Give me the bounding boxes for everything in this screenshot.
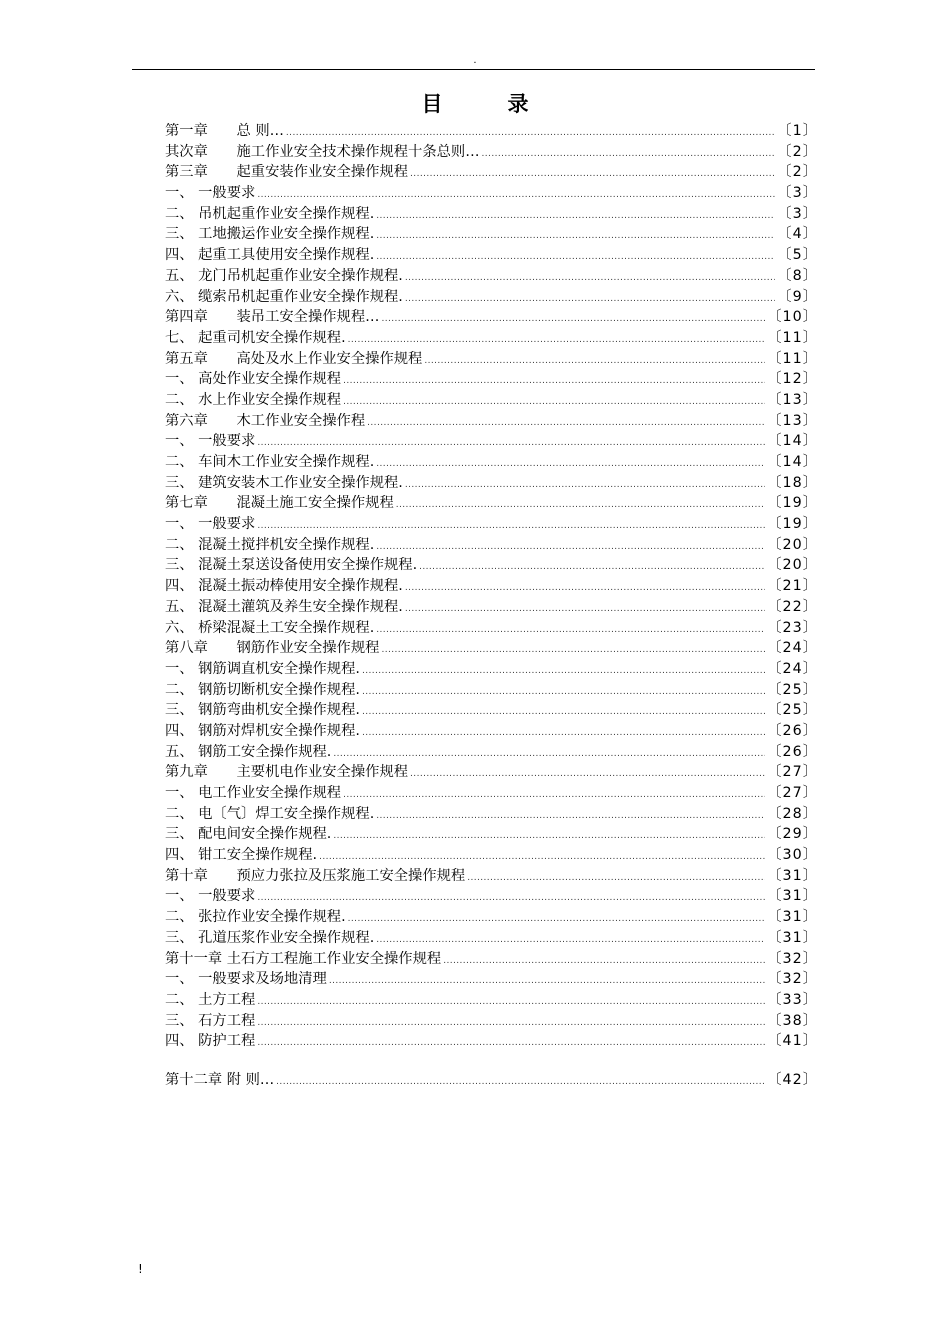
toc-entry-page: 〔11〕: [767, 350, 818, 367]
toc-leader-dots: [376, 930, 765, 951]
toc-entry-label: 一、 高处作业安全操作规程: [165, 371, 342, 388]
toc-leader-dots: [257, 888, 765, 909]
toc-entry-label: 一、 电工作业安全操作规程: [165, 785, 342, 801]
toc-entry[interactable]: [165, 121, 818, 142]
page-title: 目 录: [421, 92, 551, 116]
toc-entry-label: 三、 孔道压浆作业安全操作规程.: [165, 929, 375, 946]
toc-entry[interactable]: [165, 783, 818, 804]
toc-entry[interactable]: [165, 824, 818, 845]
toc-entry-label: 二、 吊机起重作业安全操作规程.: [165, 205, 375, 222]
toc-leader-dots: [396, 495, 765, 516]
toc-entry-label: 第三章 起重安装作业安全操作规程: [165, 164, 409, 181]
toc-entry-page: 〔20〕: [767, 536, 818, 553]
toc-entry[interactable]: [165, 452, 818, 473]
toc-entry-page: 〔19〕: [767, 495, 818, 512]
toc-leader-dots: [376, 806, 765, 827]
toc-entry-label: 二、 土方工程: [165, 991, 256, 1008]
toc-entry[interactable]: [165, 721, 818, 742]
toc-entry-page: 〔12〕: [767, 371, 818, 388]
toc-entry[interactable]: [165, 804, 818, 825]
header-mark: .: [473, 55, 477, 66]
toc-entry-page: 〔28〕: [767, 805, 818, 822]
toc-entry-page: 〔31〕: [767, 909, 818, 926]
toc-entry-label: 二、 水上作业安全操作规程: [165, 391, 342, 408]
toc-leader-dots: [257, 185, 775, 206]
toc-entry-page: 〔2〕: [777, 164, 818, 181]
toc-entry-page: 〔20〕: [767, 557, 818, 574]
toc-entry-page: 〔33〕: [767, 991, 818, 1008]
toc-entry-label: 五、 龙门吊机起重作业安全操作规程.: [165, 267, 403, 284]
toc-leader-dots: [276, 1072, 765, 1093]
toc-entry-page: 〔23〕: [767, 619, 818, 636]
toc-entry[interactable]: [165, 245, 818, 266]
toc-entry[interactable]: [165, 845, 818, 866]
toc-entry-label: 其次章 施工作业安全技术操作规程十条总则…: [165, 143, 480, 160]
toc-entry-page: 〔8〕: [777, 267, 818, 284]
toc-entry[interactable]: [165, 742, 818, 763]
toc-entry[interactable]: [165, 349, 818, 370]
toc-entry[interactable]: [165, 514, 818, 535]
toc-leader-dots: [257, 1033, 765, 1054]
toc-entry[interactable]: [165, 762, 818, 783]
toc-leader-dots: [257, 1013, 765, 1034]
toc-leader-dots: [362, 723, 765, 744]
toc-entry-page: 〔13〕: [767, 412, 818, 429]
toc-leader-dots: [343, 785, 765, 806]
toc-entry-page: 〔1〕: [777, 123, 818, 139]
toc-entry[interactable]: [165, 1031, 818, 1052]
toc-entry-label: 三、 石方工程: [165, 1012, 256, 1029]
toc-leader-dots: [424, 351, 765, 372]
toc-entry[interactable]: [165, 162, 818, 183]
toc-leader-dots: [443, 951, 765, 972]
toc-entry-label: 一、 一般要求: [165, 185, 256, 202]
toc-entry-label: 二、 张拉作业安全操作规程.: [165, 909, 346, 926]
toc-leader-dots: [405, 268, 775, 289]
toc-entry[interactable]: [165, 969, 818, 990]
toc-entry-page: 〔11〕: [767, 329, 818, 346]
toc-entry-page: 〔24〕: [767, 660, 818, 677]
toc-entry[interactable]: [165, 886, 818, 907]
toc-leader-dots: [319, 847, 765, 868]
toc-entry-page: 〔18〕: [767, 474, 818, 491]
toc-leader-dots: [376, 247, 775, 268]
toc-entry-page: 〔30〕: [767, 847, 818, 864]
toc-entry-label: 四、 起重工具使用安全操作规程.: [165, 247, 375, 264]
toc-entry-page: 〔3〕: [777, 205, 818, 222]
toc-entry-label: 二、 车间木工作业安全操作规程.: [165, 454, 375, 470]
toc-leader-dots: [419, 557, 765, 578]
toc-entry[interactable]: [165, 390, 818, 411]
toc-leader-dots: [376, 620, 765, 641]
toc-entry[interactable]: [165, 866, 818, 887]
toc-leader-dots: [333, 826, 765, 847]
toc-entry[interactable]: [165, 638, 818, 659]
toc-entry-page: 〔32〕: [767, 971, 818, 988]
toc-entry-page: 〔14〕: [767, 454, 818, 470]
toc-entry-label: 一、 一般要求及场地清理: [165, 971, 327, 988]
toc-entry-page: 〔10〕: [767, 309, 818, 326]
toc-entry[interactable]: [165, 700, 818, 721]
toc-entry-label: 第十一章 土石方工程施工作业安全操作规程: [165, 950, 442, 967]
toc-entry[interactable]: [165, 142, 818, 163]
toc-entry[interactable]: [165, 431, 818, 452]
toc-entry-page: 〔14〕: [767, 433, 818, 450]
toc-entry-label: 三、 工地搬运作业安全操作规程.: [165, 226, 375, 243]
toc-entry[interactable]: [165, 618, 818, 639]
toc-entry-page: 〔38〕: [767, 1012, 818, 1029]
toc-leader-dots: [376, 226, 775, 247]
toc-leader-dots: [362, 702, 765, 723]
toc-entry[interactable]: [165, 907, 818, 928]
toc-leader-dots: [381, 640, 765, 661]
toc-entry-label: 第八章 钢筋作业安全操作规程: [165, 640, 380, 657]
toc-entry-label: 四、 钢筋对焊机安全操作规程.: [165, 722, 360, 739]
toc-leader-dots: [405, 578, 765, 599]
toc-leader-dots: [410, 164, 775, 185]
toc-leader-dots: [257, 992, 765, 1013]
toc-entry-label: 三、 建筑安装木工作业安全操作规程.: [165, 474, 403, 491]
toc-leader-dots: [410, 764, 765, 785]
toc-entry[interactable]: [165, 328, 818, 349]
toc-entry-label: 第九章 主要机电作业安全操作规程: [165, 764, 409, 781]
toc-leader-dots: [348, 330, 766, 351]
toc-entry-label: 一、 一般要求: [165, 888, 256, 905]
toc-entry-page: 〔27〕: [767, 785, 818, 801]
toc-entry[interactable]: [165, 949, 818, 970]
toc-leader-dots: [329, 971, 765, 992]
toc-entry-label: 第七章 混凝土施工安全操作规程: [165, 495, 394, 512]
toc-entry-page: 〔41〕: [767, 1033, 818, 1050]
toc-entry-label: 一、 一般要求: [165, 433, 256, 450]
toc-leader-dots: [405, 289, 775, 310]
toc-leader-dots: [343, 392, 765, 413]
toc-entry-label: 七、 起重司机安全操作规程.: [165, 329, 346, 346]
toc-entry[interactable]: [165, 555, 818, 576]
toc-leader-dots: [381, 309, 765, 330]
toc-entry-label: 三、 钢筋弯曲机安全操作规程.: [165, 702, 360, 719]
toc-entry-label: 五、 钢筋工安全操作规程.: [165, 743, 332, 760]
toc-entry[interactable]: [165, 287, 818, 308]
toc-entry-page: 〔27〕: [767, 764, 818, 781]
toc-entry[interactable]: [165, 680, 818, 701]
toc-entry-label: 一、 钢筋调直机安全操作规程.: [165, 660, 360, 677]
toc-entry-page: 〔4〕: [777, 226, 818, 243]
toc-entry[interactable]: [165, 990, 818, 1011]
toc-entry[interactable]: [165, 369, 818, 390]
toc-entry-page: 〔5〕: [777, 247, 818, 264]
toc-entry-page: 〔31〕: [767, 929, 818, 946]
toc-entry-page: 〔21〕: [767, 578, 818, 595]
toc-entry-page: 〔24〕: [767, 640, 818, 657]
toc-entry-page: 〔26〕: [767, 722, 818, 739]
toc-entry-page: 〔42〕: [767, 1071, 818, 1088]
toc-leader-dots: [376, 454, 765, 475]
toc-entry-page: 〔26〕: [767, 743, 818, 760]
footer-mark: !: [138, 1262, 143, 1276]
toc-entry-page: 〔31〕: [767, 867, 818, 884]
toc-leader-dots: [405, 599, 765, 620]
toc-entry-page: 〔31〕: [767, 888, 818, 905]
toc-entry[interactable]: [165, 224, 818, 245]
toc-entry-page: 〔25〕: [767, 681, 818, 698]
toc-entry[interactable]: [165, 204, 818, 225]
toc-entry-label: 第十二章 附 则…: [165, 1071, 275, 1088]
toc-entry-page: 〔22〕: [767, 598, 818, 615]
toc-entry-label: 第四章 装吊工安全操作规程…: [165, 309, 380, 326]
toc-entry[interactable]: [165, 1011, 818, 1032]
toc-leader-dots: [376, 537, 765, 558]
toc-entry[interactable]: [165, 266, 818, 287]
toc-leader-dots: [257, 516, 765, 537]
toc-entry[interactable]: [165, 659, 818, 680]
toc-entry-page: 〔2〕: [777, 143, 818, 160]
toc-leader-dots: [257, 433, 765, 454]
toc-entry-page: 〔9〕: [777, 288, 818, 305]
toc-entry-page: 〔25〕: [767, 702, 818, 719]
toc-entry-label: 第一章 总 则…: [165, 123, 284, 139]
toc-entry-label: 四、 钳工安全操作规程.: [165, 847, 318, 864]
toc-entry[interactable]: [165, 307, 818, 328]
toc-entry[interactable]: [165, 183, 818, 204]
toc-entry-label: 第十章 预应力张拉及压浆施工安全操作规程: [165, 867, 466, 884]
toc-leader-dots: [482, 144, 776, 165]
toc-entry[interactable]: [165, 493, 818, 514]
toc-leader-dots: [343, 371, 765, 392]
toc-entry[interactable]: [165, 411, 818, 432]
toc-entry[interactable]: [165, 597, 818, 618]
toc-entry-label: 第六章 木工作业安全操作程: [165, 412, 366, 429]
toc-entry-label: 六、 桥梁混凝土工安全操作规程.: [165, 619, 375, 636]
toc-entry[interactable]: [165, 928, 818, 949]
toc-entry[interactable]: [165, 535, 818, 556]
toc-entry-label: 三、 配电间安全操作规程.: [165, 826, 332, 843]
toc-entry-label: 五、 混凝土灌筑及养生安全操作规程.: [165, 598, 403, 615]
toc-entry-page: 〔19〕: [767, 516, 818, 533]
toc-entry-label: 二、 混凝土搅拌机安全操作规程.: [165, 536, 375, 553]
toc-entry-page: 〔13〕: [767, 391, 818, 408]
toc-leader-dots: [362, 661, 765, 682]
toc-entry-label: 二、 钢筋切断机安全操作规程.: [165, 681, 360, 698]
toc-entry-label: 六、 缆索吊机起重作业安全操作规程.: [165, 288, 403, 305]
toc-entry[interactable]: [165, 1070, 818, 1091]
toc-entry-page: 〔29〕: [767, 826, 818, 843]
toc-entry-page: 〔3〕: [777, 185, 818, 202]
toc-leader-dots: [367, 413, 765, 434]
toc-leader-dots: [467, 868, 765, 889]
toc-leader-dots: [333, 744, 765, 765]
toc-leader-dots: [376, 206, 775, 227]
toc-entry-label: 四、 混凝土振动棒使用安全操作规程.: [165, 578, 403, 595]
toc-entry[interactable]: [165, 473, 818, 494]
toc-entry-label: 二、 电〔气〕焊工安全操作规程.: [165, 805, 375, 822]
header-rule: [132, 69, 815, 70]
toc-leader-dots: [286, 123, 775, 144]
toc-entry-page: 〔32〕: [767, 950, 818, 967]
toc-entry[interactable]: [165, 576, 818, 597]
toc-entry-label: 三、 混凝土泵送设备使用安全操作规程.: [165, 557, 418, 574]
toc-leader-dots: [405, 475, 765, 496]
toc-entry-label: 四、 防护工程: [165, 1033, 256, 1050]
toc-entry-label: 第五章 高处及水上作业安全操作规程: [165, 350, 423, 367]
toc-leader-dots: [348, 909, 766, 930]
table-of-contents: [165, 121, 818, 1091]
toc-leader-dots: [362, 682, 765, 703]
toc-entry-label: 一、 一般要求: [165, 516, 256, 533]
